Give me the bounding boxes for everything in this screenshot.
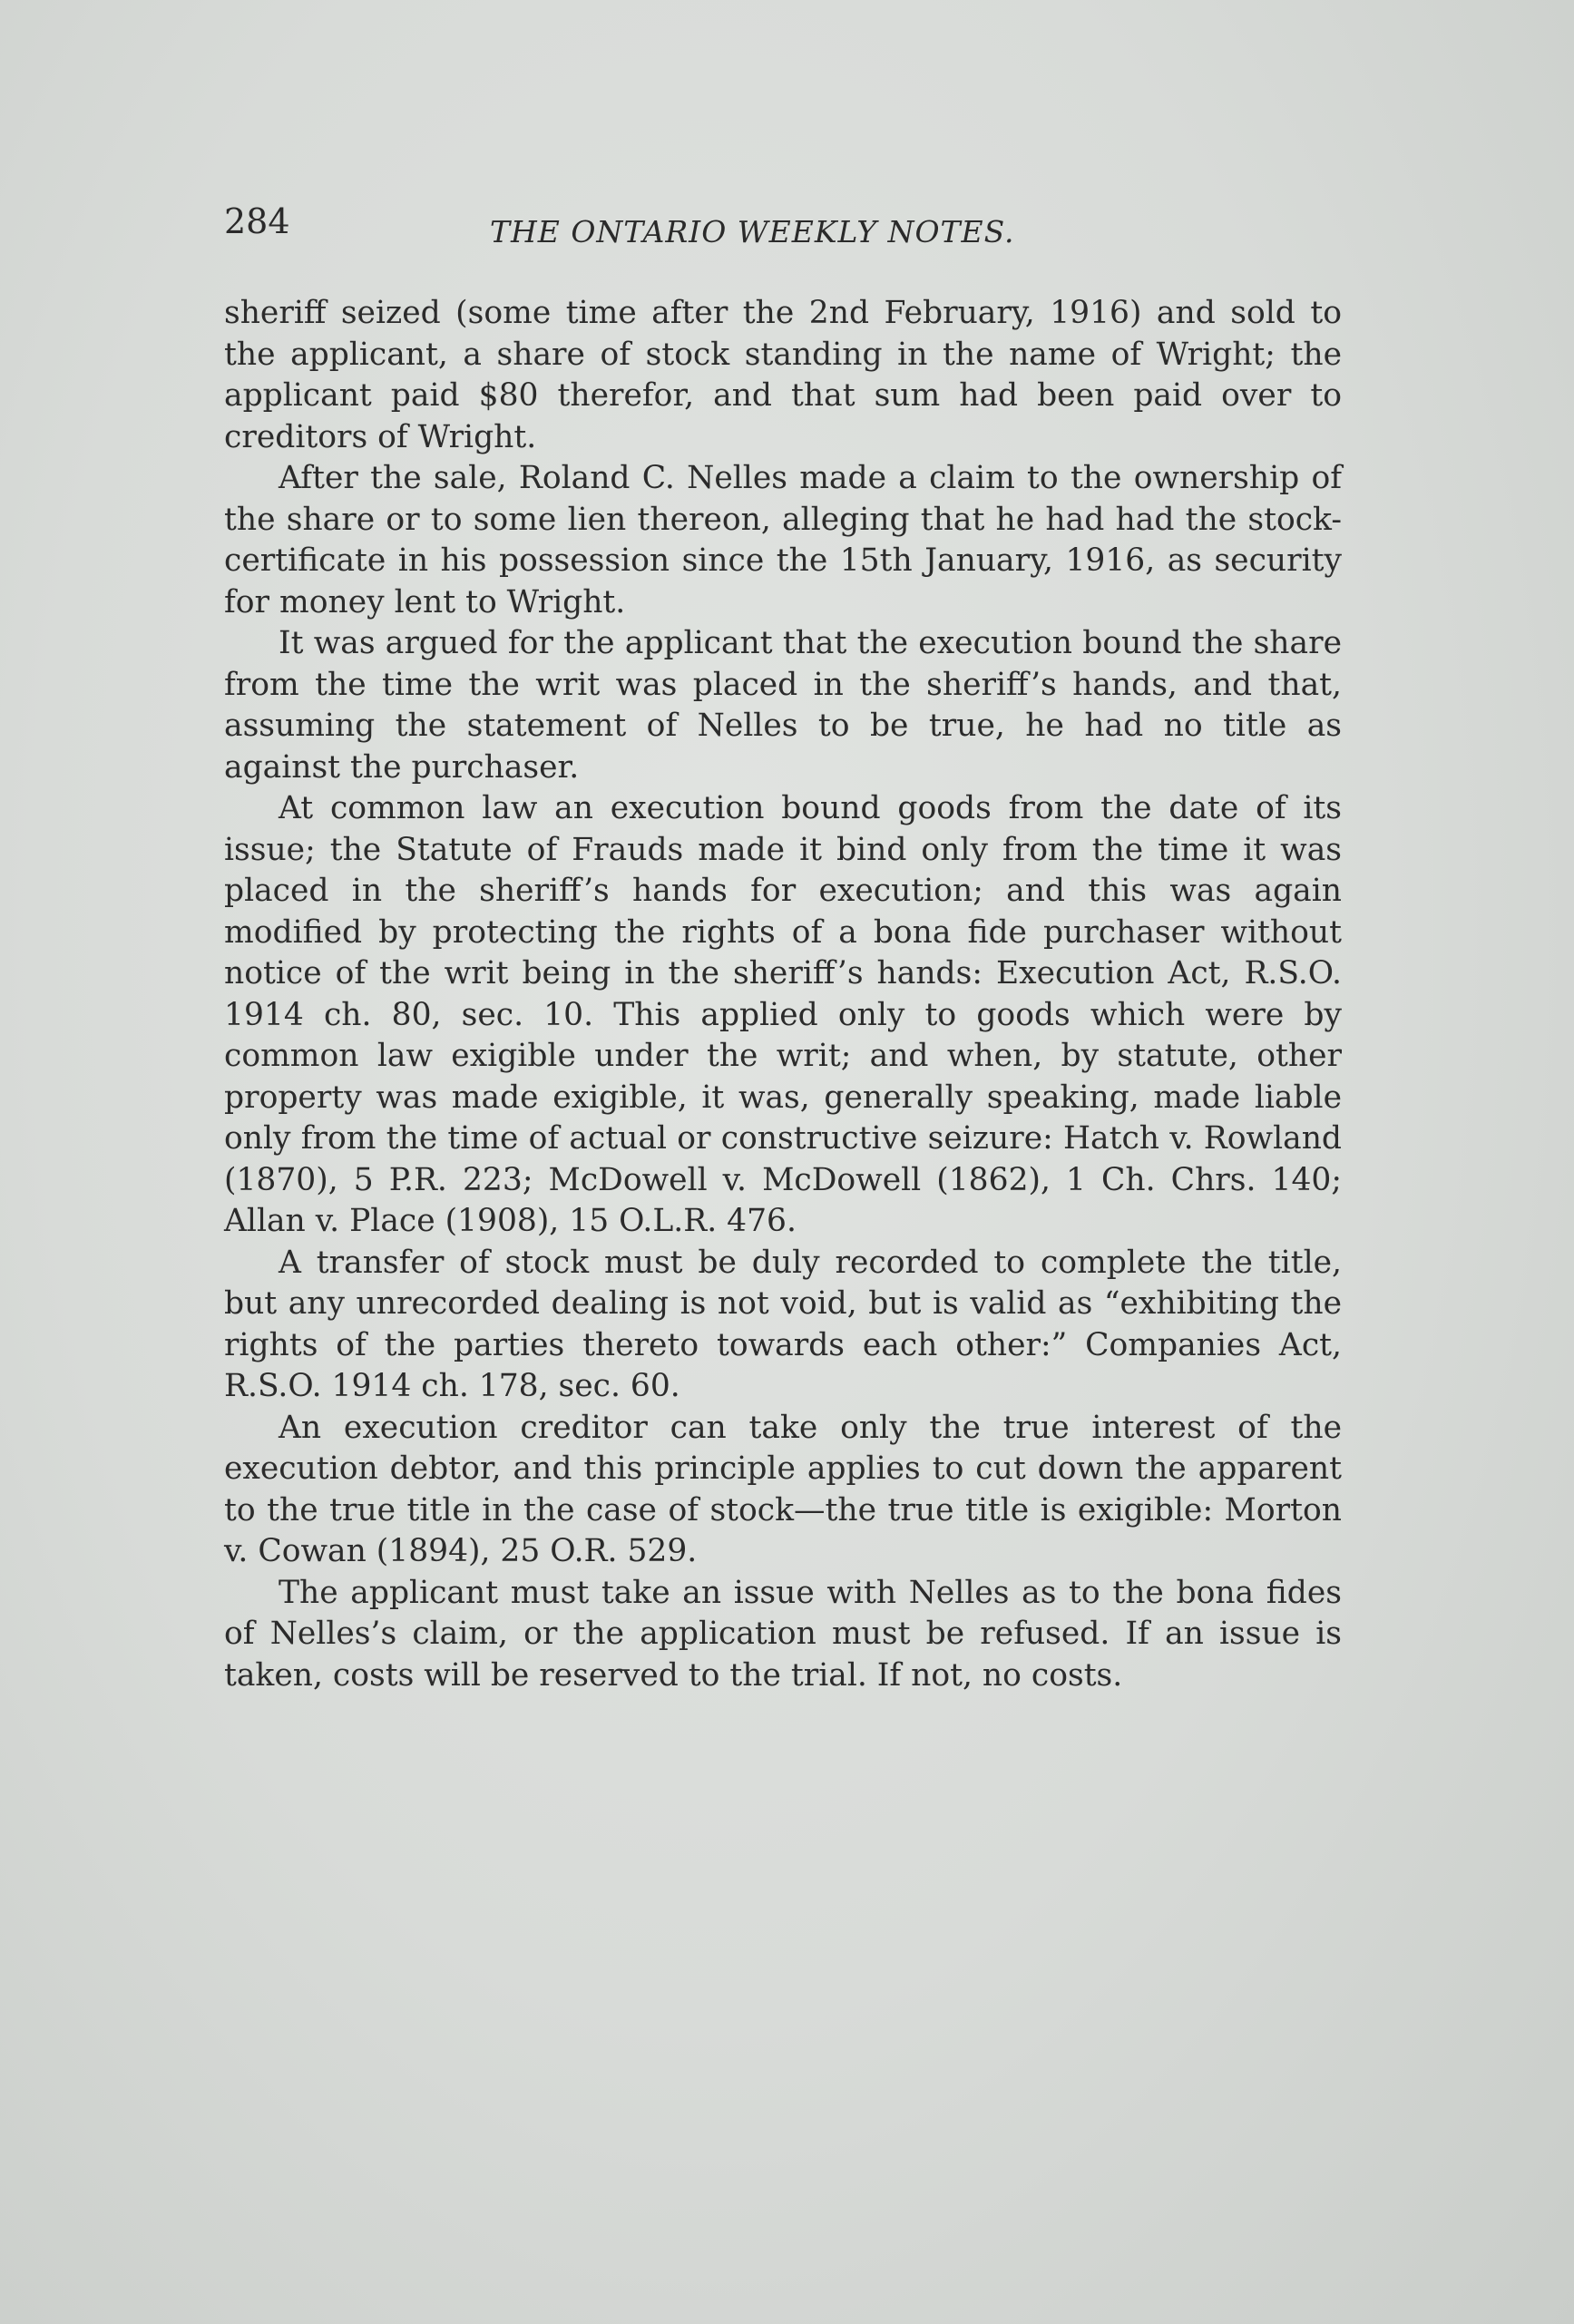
page-number: 284 (224, 201, 290, 241)
running-head: THE ONTARIO WEEKLY NOTES. (490, 214, 1015, 249)
paragraph-1: sheriff seized (some time after the 2nd February, 1916) and sold to the applicant, a share of stock standing in the name of Wright; the applicant paid $80 therefor, and that sum had been paid over to creditors of Wright. (224, 295, 1342, 455)
paragraph-3: It was argued for the applicant that the execution bound the share from the time the writ was placed in the sheriff’s hands, and that, assuming the statement of Nelles to be true, he had no title as against the purchaser. (224, 625, 1342, 786)
paragraph-7: The applicant must take an issue with Nelles as to the bona fides of Nelles’s claim, or the application must be refused. If an issue is taken, costs will be reserved to the trial. If not, no costs. (224, 1574, 1342, 1694)
paragraph-2: After the sale, Roland C. Nelles made a claim to the ownership of the share or to some lien thereon, alleging that he had had the stock-certificate in his possession since the 15th January, 1916, as security for money lent to Wright. (224, 460, 1342, 620)
paragraph-5: A transfer of stock must be duly recorded to complete the title, but any unrecorded dealing is not void, but is valid as “exhibiting the rights of the parties thereto towards each other:” Companies Act, R.S.O. 1914 ch. 178, sec. 60. (224, 1244, 1342, 1404)
paragraph-4: At common law an execution bound goods from the date of its issue; the Statute of Frauds made it bind only from the time it was placed in the sheriff’s hands for execution; and this was again modified by protecting the rights of a bona fide purchaser without notice of the writ being in the sheriff’s hands: Execution Act, R.S.O. 1914 ch. 80, sec. 10. This applied only to goods which were by common law exigible under the writ; and when, by statute, other property was made exigible, it was, generally speaking, made liable only from the time of actual or constructive seizure: Hatch v. Rowland (1870), 5 P.R. 223; McDowell v. McDowell (1862), 1 Ch. Chrs. 140; Allan v. Place (1908), 15 O.L.R. 476. (224, 790, 1342, 1239)
body-text (224, 293, 1342, 1696)
paragraph-6: An execution creditor can take only the true interest of the execution debtor, and this principle applies to cut down the apparent to the true title in the case of stock—the true title is exigible: Morton v. Cowan (1894), 25 O.R. 529. (224, 1409, 1342, 1569)
